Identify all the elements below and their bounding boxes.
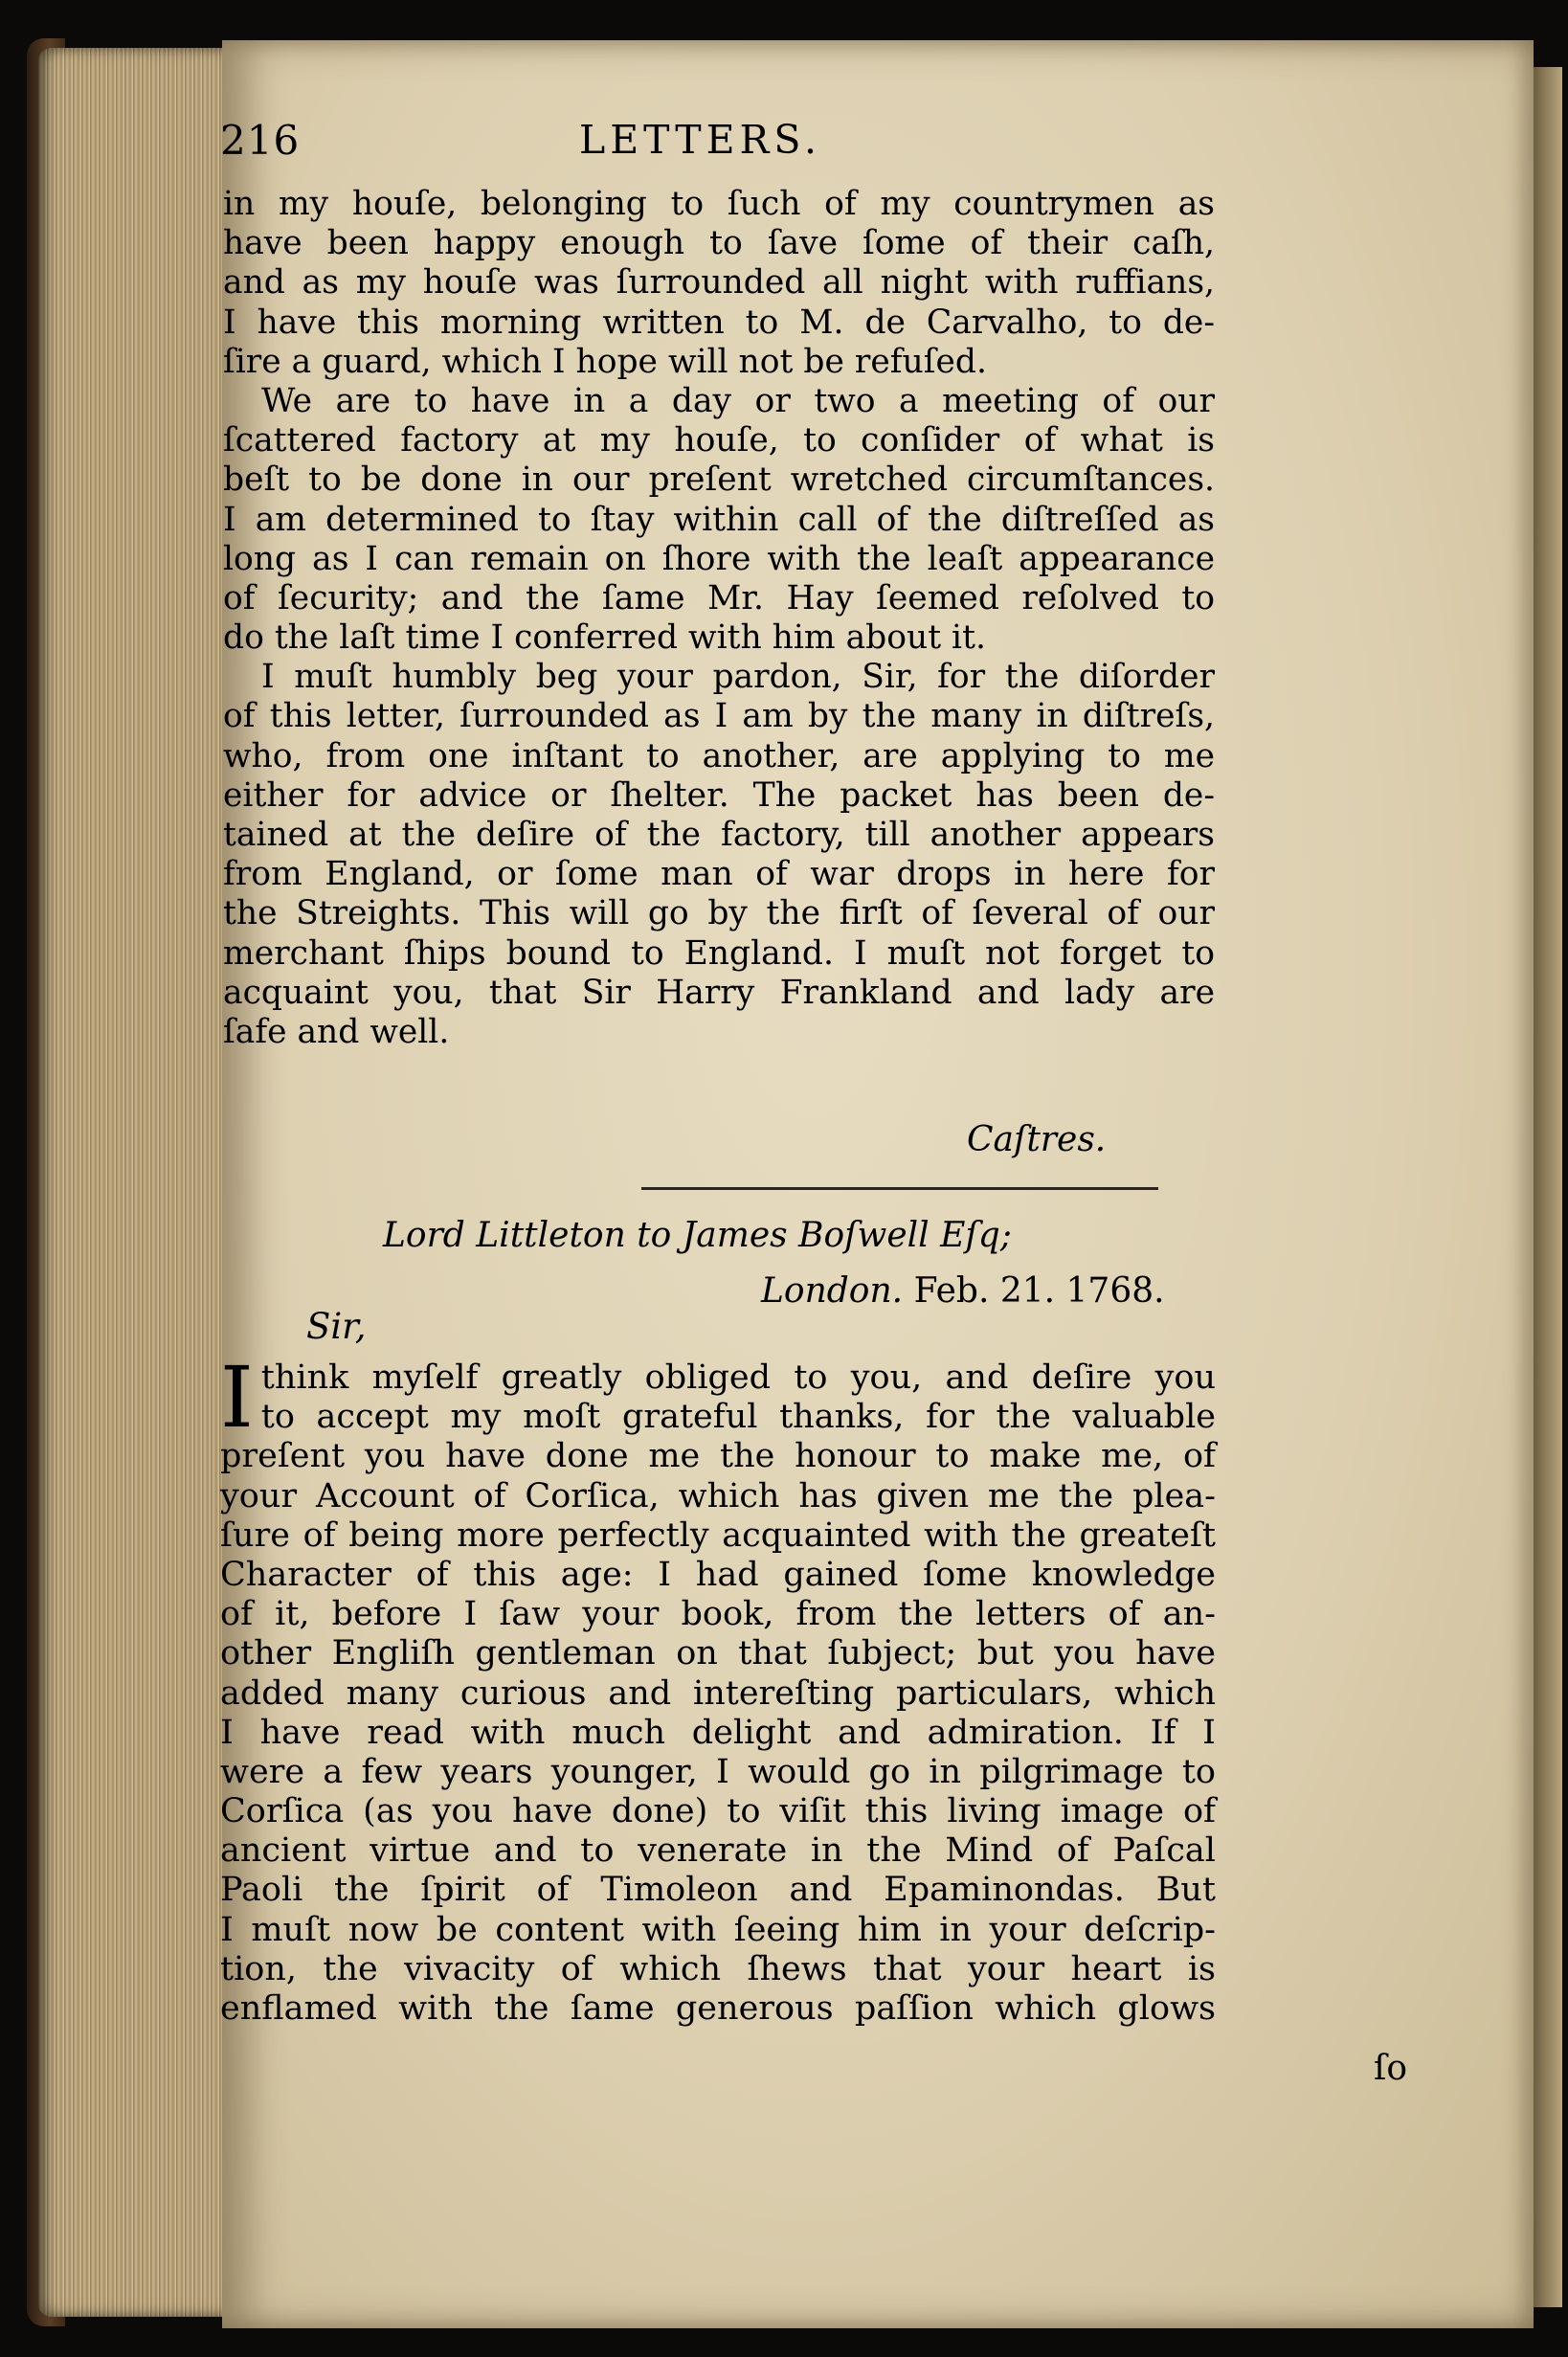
text-line: and as my houſe was ſurrounded all night with ruffians,	[223, 263, 1215, 303]
text-line: do the laſt time I conferred with him about it.	[223, 618, 986, 658]
letter-date: Feb. 21. 1768.	[913, 1271, 1165, 1311]
text-line: in my houſe, belonging to ſuch of my countrymen as	[223, 185, 1215, 223]
text-line: Corſica (as you have done) to viſit this living image of	[220, 1792, 1216, 1831]
facing-page-edge	[1534, 67, 1562, 2307]
text-line: I have read with much delight and admiration. If I	[220, 1713, 1216, 1752]
text-line: preſent you have done me the honour to make me, of	[220, 1437, 1216, 1476]
text-line: long as I can remain on ſhore with the leaſt appearance	[223, 539, 1215, 578]
text-line: who, from one inſtant to another, are applying to me	[223, 736, 1215, 775]
letter-body	[220, 1348, 1216, 2028]
text-line: enflamed with the ſame generous paſſion which glows	[220, 1989, 1216, 2028]
text-line: of it, before I ſaw your book, from the letters of an-	[220, 1595, 1216, 1634]
text-line: tained at the deſire of the factory, till another appears	[223, 816, 1215, 854]
section-divider	[641, 1187, 1158, 1190]
text-line: I have this morning written to M. de Carvalho, to de-	[223, 303, 1215, 342]
salutation: Sir,	[306, 1306, 367, 1347]
text-line: were a few years younger, I would go in pilgrimage to	[220, 1752, 1216, 1791]
page-number: 216	[220, 117, 301, 164]
text-line: of ſecurity; and the ſame Mr. Hay ſeemed reſolved to	[223, 578, 1215, 617]
text-line: your Account of Corſica, which has given me the plea-	[220, 1476, 1216, 1515]
text-line: merchant ſhips bound to England. I muſt not forget to	[223, 933, 1215, 973]
text-line: ſafe and well.	[223, 1012, 450, 1051]
text-line: ſure of being more perfectly acquainted with the greateſt	[220, 1515, 1216, 1555]
text-line: added many curious and intereſting particulars, which	[220, 1673, 1216, 1713]
page-header	[220, 117, 1130, 184]
text-line: the Streights. This will go by the firſt of ſeveral of our	[223, 894, 1215, 933]
text-line: have been happy enough to ſave ſome of their caſh,	[223, 224, 1215, 263]
text-line: ancient virtue and to venerate in the Mind of Paſcal	[220, 1831, 1216, 1871]
catchword: ſo	[1374, 2049, 1407, 2088]
text-line: I am determined to ſtay within call of the diſtreſſed as	[223, 500, 1215, 539]
signature: Caſtres.	[967, 1120, 1107, 1159]
letter-continuation	[223, 185, 1215, 1052]
text-line: acquaint you, that Sir Harry Frankland and lady are	[223, 973, 1215, 1012]
text-line: think myſelf greatly obliged to you, and deſire you	[260, 1358, 1216, 1397]
text-line: ſcattered factory at my houſe, to conſider of what is	[223, 421, 1215, 460]
page-edges	[38, 48, 249, 2317]
letter-heading: Lord Littleton to James Boſwell Eſq;	[383, 1216, 1012, 1255]
drop-cap: I	[220, 1348, 254, 1447]
letter-dateline	[761, 1271, 1165, 1311]
text-line: I muſt now be content with ſeeing him in your deſcrip-	[220, 1910, 1216, 1949]
text-line: from England, or ſome man of war drops in here for	[223, 855, 1215, 894]
text-line: Paoli the ſpirit of Timoleon and Epaminondas. But	[220, 1871, 1216, 1910]
text-line: We are to have in a day or two a meeting of our	[261, 381, 1215, 420]
text-line: Character of this age: I had gained ſome knowledge	[220, 1555, 1216, 1594]
text-line: other Engliſh gentleman on that ſubject; but you have	[220, 1634, 1216, 1673]
text-line: ſire a guard, which I hope will not be refuſed.	[223, 342, 987, 381]
text-line: of this letter, ſurrounded as I am by the many in diſtreſs,	[223, 697, 1215, 736]
letter-place: London.	[761, 1271, 904, 1311]
text-line: tion, the vivacity of which ſhews that your heart is	[220, 1949, 1216, 1988]
text-line: either for advice or ſhelter. The packet has been de-	[223, 775, 1215, 815]
running-head: LETTERS.	[579, 117, 822, 163]
text-line: I muſt humbly beg your pardon, Sir, for the diſorder	[261, 658, 1215, 697]
text-line: to accept my moſt grateful thanks, for the valuable	[260, 1398, 1216, 1437]
text-line: beſt to be done in our preſent wretched circumſtances.	[223, 460, 1215, 500]
